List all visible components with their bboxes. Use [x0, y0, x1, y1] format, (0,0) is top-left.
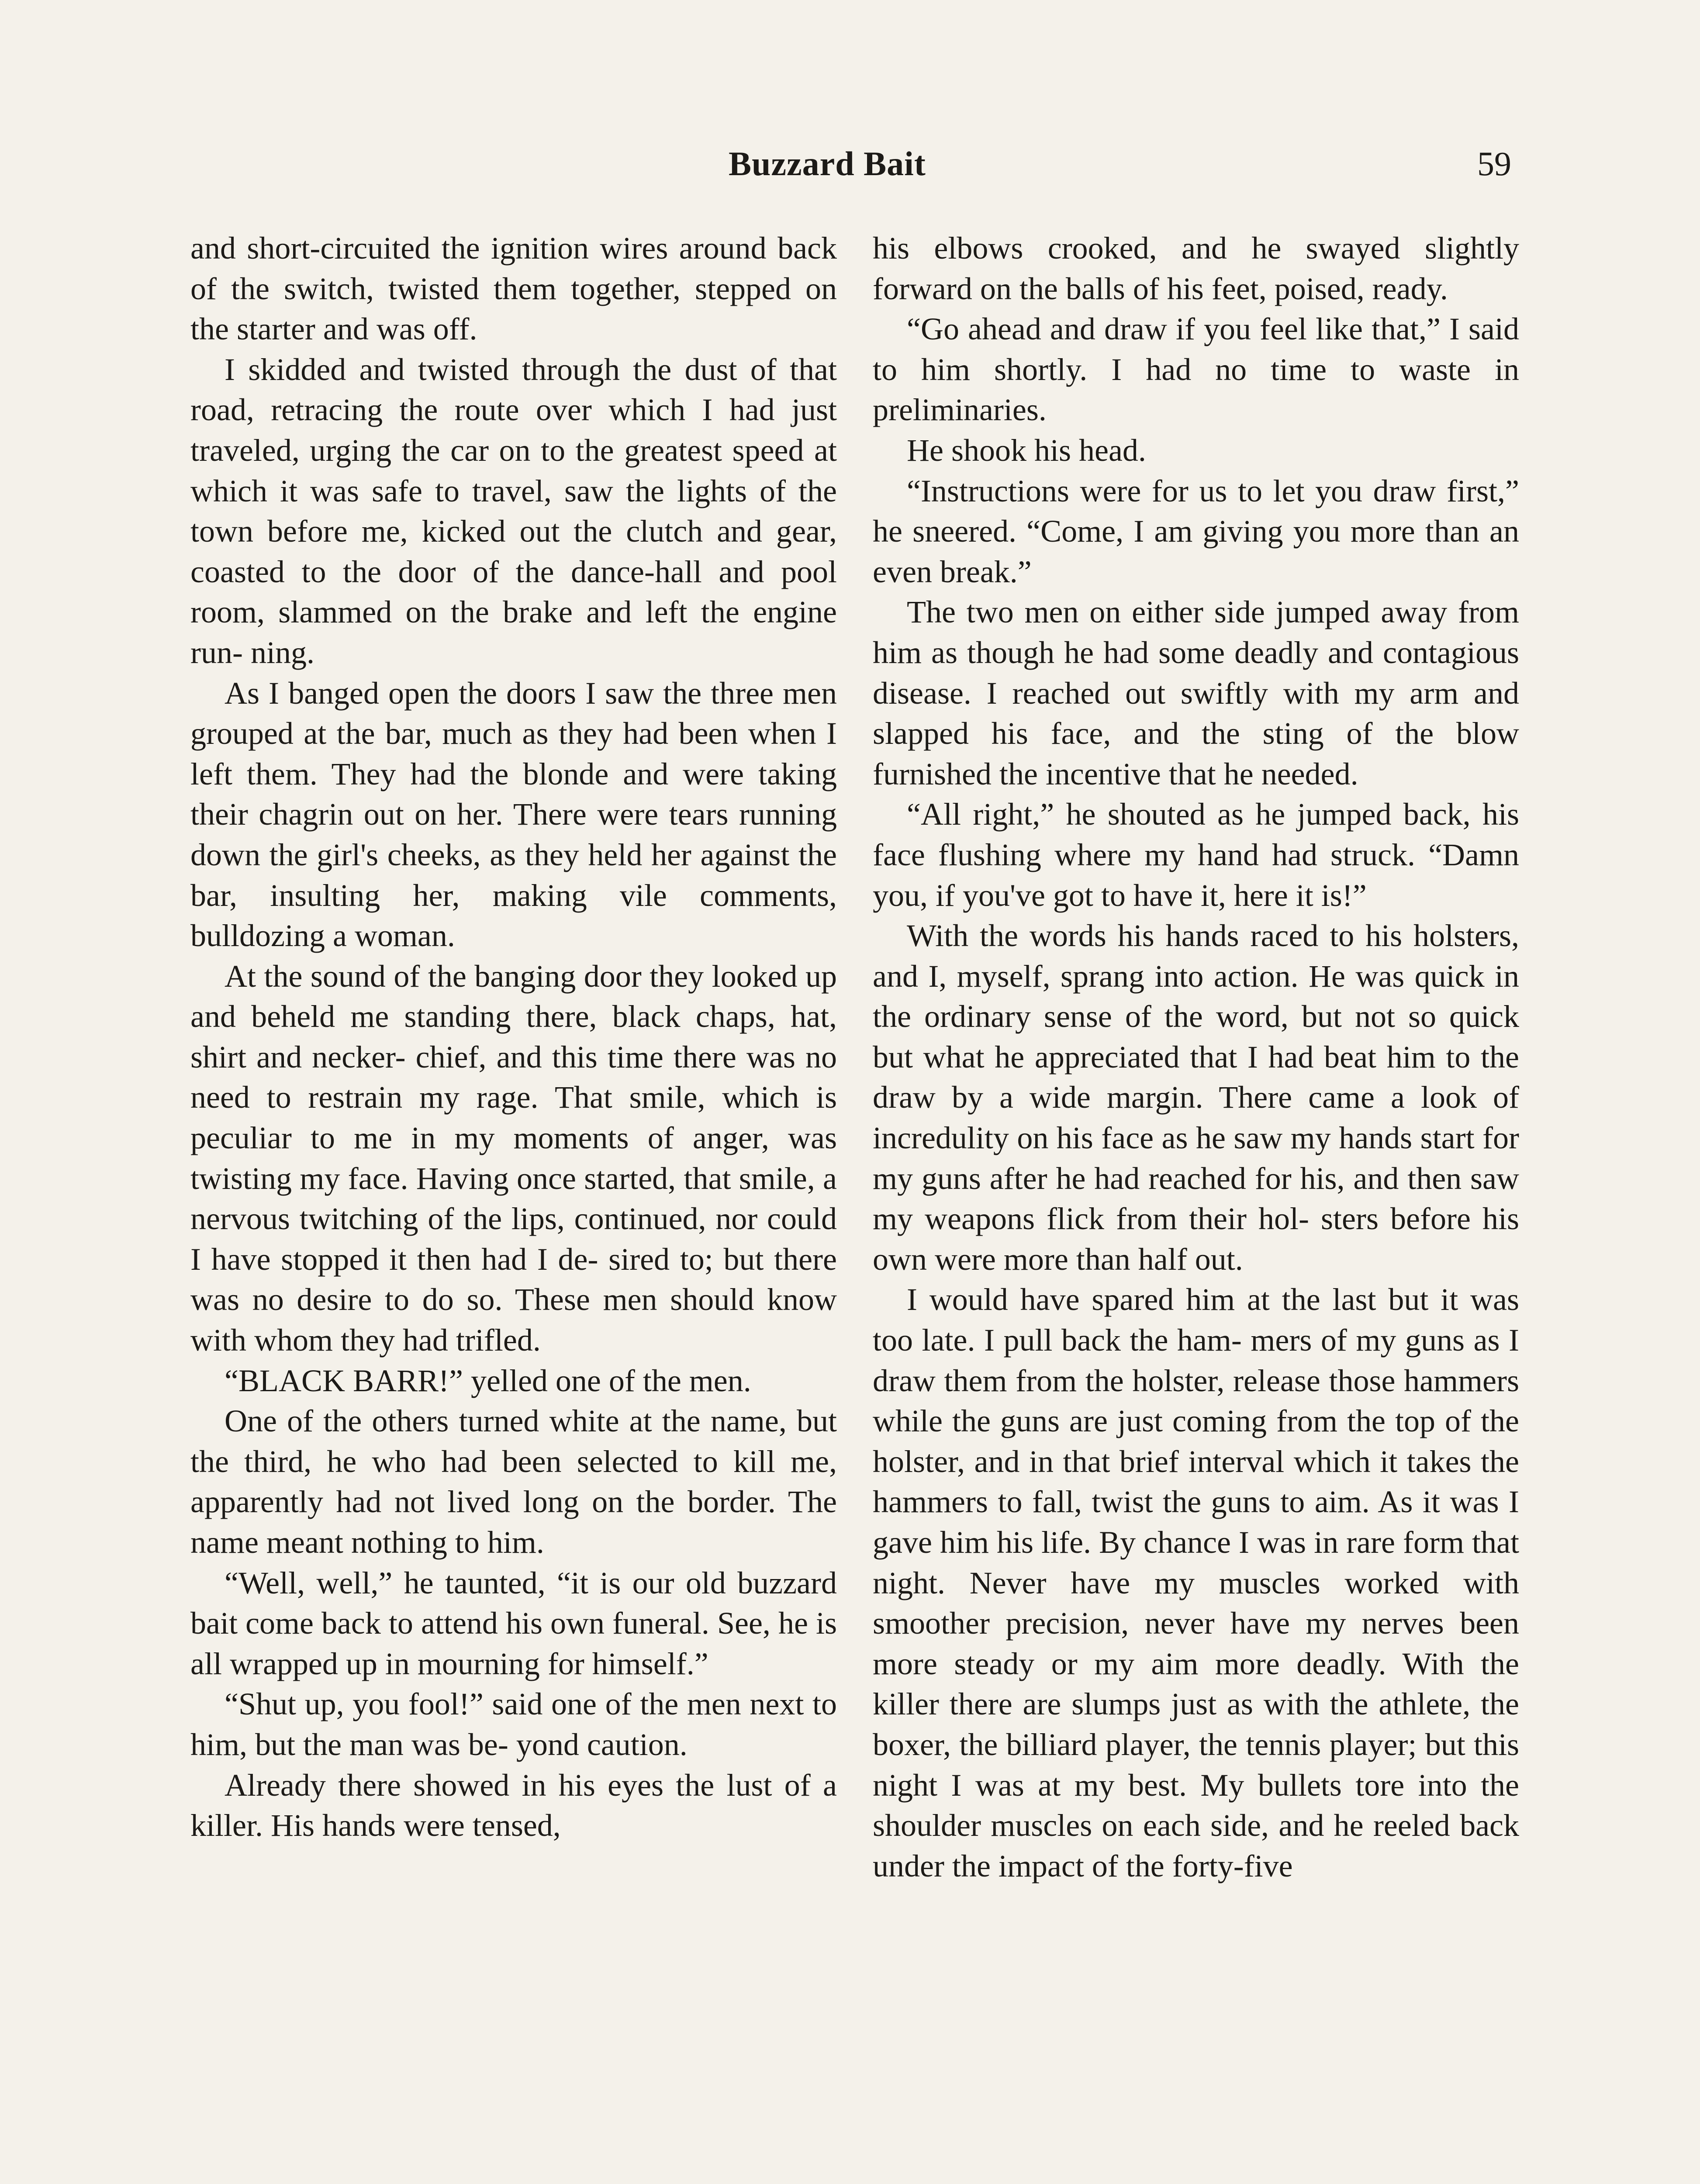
- paragraph: One of the others turned white at the name, but the third, he who had been selected to kill me, apparently had not lived long on the border. The name meant nothing to him.: [190, 1403, 837, 1560]
- paragraph: “Well, well,” he taunted, “it is our old buzzard bait come back to attend his own funeral. See, he is all wrapped up in mourning for himself.”: [190, 1565, 837, 1681]
- paragraph: “Go ahead and draw if you feel like that,” I said to him shortly. I had no time to waste in preliminaries.: [873, 311, 1519, 428]
- running-head-title: Buzzard Bait: [729, 145, 926, 183]
- paragraph: “Shut up, you fool!” said one of the men next to him, but the man was be- yond caution.: [190, 1686, 837, 1762]
- paragraph: his elbows crooked, and he swayed slightly forward on the balls of his feet, poised, ready.: [873, 231, 1519, 306]
- page-number: 59: [1477, 145, 1511, 183]
- paragraph: He shook his head.: [907, 432, 1146, 468]
- paragraph: The two men on either side jumped away from him as though he had some deadly and contagious disease. I reached out swiftly with my arm and slapped his face, and the sting of the blow furnished the incentive that he needed.: [873, 594, 1519, 791]
- paragraph: I would have spared him at the last but it was too late. I pull back the ham- mers of my guns as I draw them from the holster, release those hammers while the guns are just coming from the top of the holster, and in that brief interval which it takes the hammers to fall, twist the guns to aim. As it was I gave him his life. By chance I was in rare form that night. Never have my muscles worked with smoother precision, never have my nerves been more steady or my aim more deadly. With the killer there are slumps just as with the athlete, the boxer, the billiard player, the tennis player; but this night I was at my best. My bullets tore into the shoulder muscles on each side, and he reeled back under the impact of the forty-five: [873, 1282, 1519, 1883]
- paragraph: Already there showed in his eyes the lust of a killer. His hands were tensed,: [190, 1767, 837, 1843]
- paragraph: At the sound of the banging door they looked up and beheld me standing there, black chaps, hat, shirt and necker- chief, and this time there was no need to restrain my rage. That smile, which is peculiar to me in my moments of anger, was twisting my face. Having once started, that smile, a nervous twitching of the lips, continued, nor could I have stopped it then had I de- sired to; but there was no desire to do so. These men should know with whom they had trifled.: [190, 958, 837, 1358]
- paragraph: With the words his hands raced to his holsters, and I, myself, sprang into action. He was quick in the ordinary sense of the word, but not so quick but what he appreciated that I had beat him to the draw by a wide margin. There came a look of incredulity on his face as he saw my hands start for my guns after he had reached for his, and then saw my weapons flick from their hol- sters before his own were more than half out.: [873, 918, 1519, 1277]
- paragraph: “All right,” he shouted as he jumped back, his face flushing where my hand had struck. “Damn you, if you've got to have it, here it is!”: [873, 797, 1519, 913]
- right-text-column: [873, 228, 1519, 1886]
- paragraph: I skidded and twisted through the dust of that road, retracing the route over which I had just traveled, urging the car on to the greatest speed at which it was safe to travel, saw the lights of the town before me, kicked out the clutch and gear, coasted to the door of the dance-hall and pool room, slammed on the brake and left the engine run- ning.: [190, 352, 837, 670]
- paragraph: As I banged open the doors I saw the three men grouped at the bar, much as they had been when I left them. They had the blonde and were taking their chagrin out on her. There were tears running down the girl's cheeks, as they held her against the bar, insulting her, making vile comments, bulldozing a woman.: [190, 675, 837, 954]
- left-text-column: [190, 228, 837, 1846]
- paragraph: “Instructions were for us to let you draw first,” he sneered. “Come, I am giving you more than an even break.”: [873, 473, 1519, 589]
- paragraph: “BLACK BARR!” yelled one of the men.: [225, 1363, 751, 1398]
- paragraph: and short-circuited the ignition wires around back of the switch, twisted them together, stepped on the starter and was off.: [190, 231, 837, 347]
